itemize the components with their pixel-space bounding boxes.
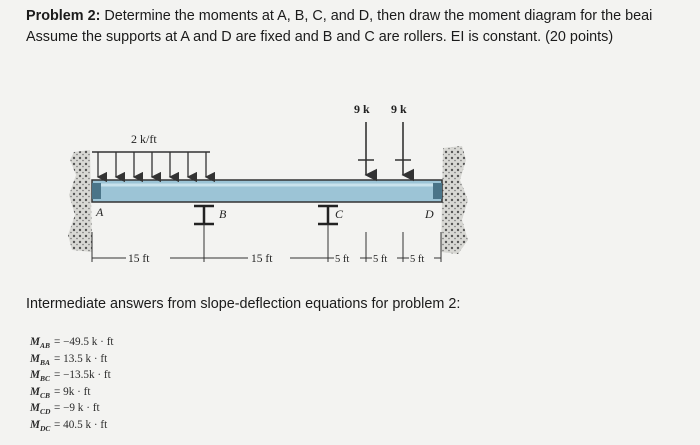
moment-cd-value: = −9 k · ft [54, 402, 100, 415]
moment-dc-subscript: DC [39, 423, 51, 433]
span-cd-1-label: 5 ft [335, 254, 350, 265]
moment-ab-value: = −49.5 k · ft [54, 336, 114, 348]
span-cd-2-label: 5 ft [373, 254, 388, 265]
moment-bc-row [30, 369, 114, 386]
moment-dc-symbol: $M_{DC}$ [30, 418, 51, 433]
support-b-label: B [219, 207, 227, 221]
moment-ba-symbol: $M_{BA}$ [30, 352, 50, 367]
point-load-right [395, 122, 411, 175]
moment-ab-row [30, 336, 114, 353]
moment-cd-subscript: CD [39, 407, 51, 417]
moment-ab-subscript: AB [39, 341, 50, 351]
intermediate-heading: Intermediate answers from slope-deflection equations for problem 2: [26, 296, 461, 312]
moment-dc-row [30, 419, 114, 436]
support-c-label: C [335, 207, 344, 221]
span-ab-label: 15 ft [128, 253, 150, 265]
moment-bc-symbol: $M_{BC}$ [30, 369, 50, 384]
fixed-support-a-wall [68, 150, 92, 252]
support-d-label: D [425, 207, 434, 221]
point-load-left-label: 9 k [354, 102, 370, 116]
beam [92, 180, 442, 202]
problem-text-1: Determine the moments at A, B, C, and D, then draw the moment diagram for the beai [100, 8, 653, 24]
moment-ba-value: = 13.5 k · ft [54, 352, 108, 365]
fixed-support-d-wall [441, 146, 468, 254]
moment-cb-symbol: $M_{CB}$ [30, 385, 50, 400]
distributed-load-label: 2 k/ft [131, 132, 157, 146]
moment-ba-subscript: BA [39, 357, 50, 367]
moment-results [30, 336, 114, 435]
moment-cb-subscript: CB [39, 390, 50, 400]
moment-dc-value: = 40.5 k · ft [54, 418, 108, 431]
support-a-label: A [96, 205, 104, 219]
moment-cd-row [30, 402, 114, 419]
moment-cd-symbol: $M_{CD}$ [30, 402, 51, 417]
moment-cb-value: = 9k · ft [54, 385, 91, 398]
point-load-right-label: 9 k [391, 102, 407, 116]
problem-label: Problem 2: [26, 8, 101, 24]
roller-support-b [194, 206, 214, 262]
span-cd-3-label: 5 ft [410, 254, 425, 265]
problem-line-2: Assume the supports at A and D are fixed and B and C are rollers. EI is constant. (20 points) [26, 29, 614, 45]
span-bc-label: 15 ft [251, 253, 273, 265]
moment-ba-row [30, 353, 114, 370]
distributed-load [92, 152, 210, 177]
moment-bc-subscript: BC [39, 374, 50, 384]
moment-bc-value: = −13.5k · ft [54, 369, 111, 382]
moment-cb-row [30, 386, 114, 403]
moment-ab-symbol: $M_{AB}$ [30, 336, 50, 351]
point-load-left [358, 122, 374, 175]
